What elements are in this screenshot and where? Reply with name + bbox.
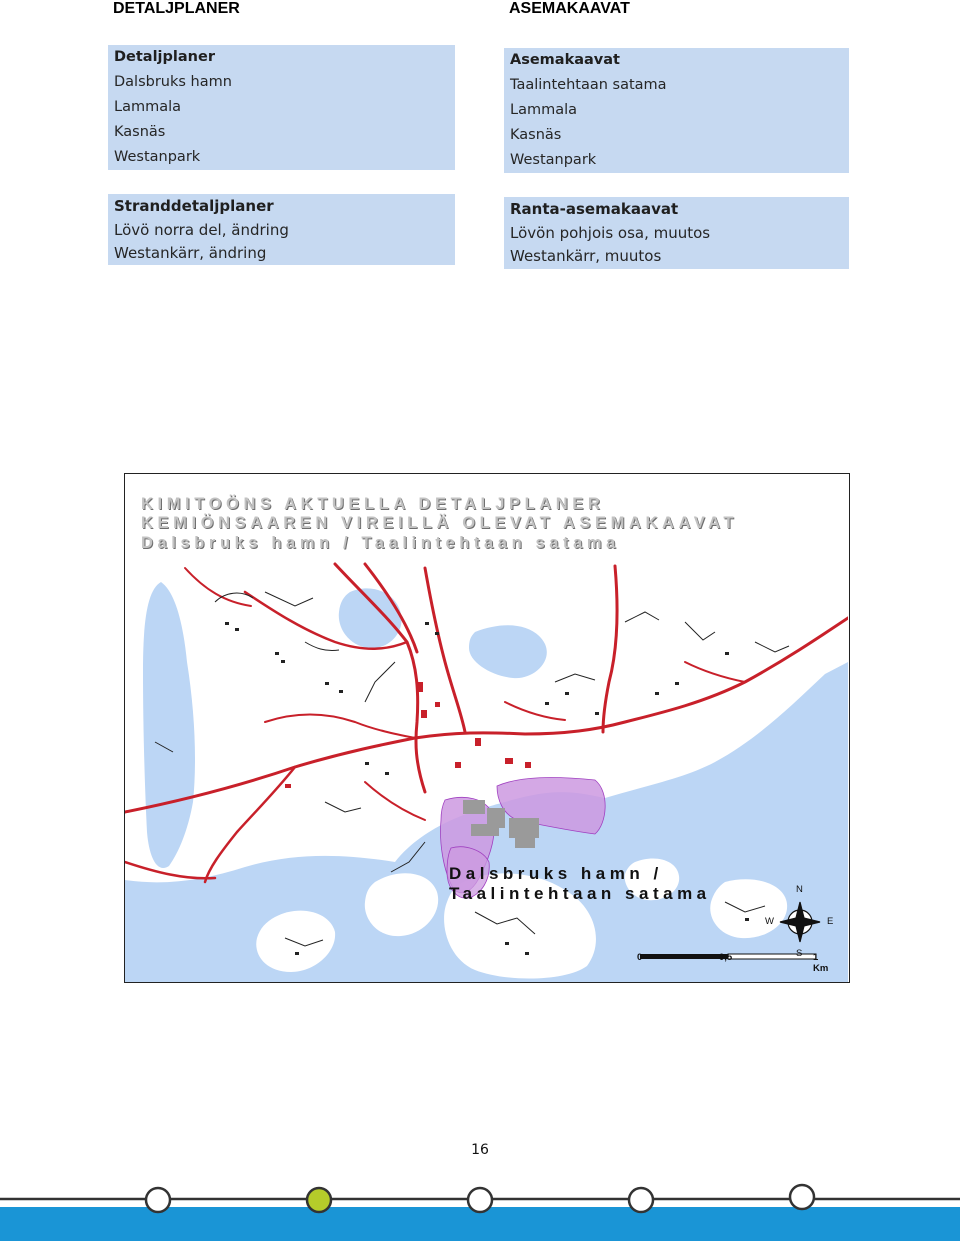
scale-zero-label: 0 bbox=[637, 952, 643, 963]
ranta-asemakaavat-title: Ranta-asemakaavat bbox=[510, 200, 679, 218]
list-item: Lammala bbox=[114, 99, 182, 115]
list-item: Lövön pohjois osa, muutos bbox=[510, 223, 711, 242]
scale-unit-label: Km bbox=[813, 963, 829, 974]
scale-bar-dark bbox=[640, 954, 728, 959]
list-item: Lammala bbox=[510, 102, 578, 118]
heading-detaljplaner: DETALJPLANER bbox=[113, 0, 240, 17]
footer-dot bbox=[468, 1188, 492, 1212]
list-item: Kasnäs bbox=[114, 124, 166, 140]
footer-dot bbox=[629, 1188, 653, 1212]
map-title-finnish: KEMIÖNSAAREN VIREILLÄ OLEVAT ASEMAKAAVAT bbox=[141, 514, 739, 532]
asemakaavat-title: Asemakaavat bbox=[510, 52, 620, 68]
compass-south-label: S bbox=[796, 948, 803, 959]
stranddetaljplaner-title: Stranddetaljplaner bbox=[114, 197, 274, 215]
map-title-swedish: KIMITOÖNS AKTUELLA DETALJPLANER bbox=[141, 495, 605, 513]
list-item: Westankärr, ändring bbox=[114, 244, 267, 262]
area-label-line-2: Taalintehtaan satama bbox=[449, 884, 711, 903]
detaljplaner-box bbox=[108, 45, 455, 170]
plan-map bbox=[124, 473, 850, 983]
compass-north-label: N bbox=[796, 884, 803, 895]
scale-one-label: 1 bbox=[813, 952, 819, 963]
area-label-line-1: Dalsbruks hamn / bbox=[449, 864, 663, 883]
list-item: Westanpark bbox=[114, 149, 201, 165]
footer-dot-active bbox=[307, 1188, 331, 1212]
list-item: Lövö norra del, ändring bbox=[114, 220, 289, 239]
industrial-block bbox=[463, 800, 485, 814]
detaljplaner-title: Detaljplaner bbox=[114, 49, 215, 65]
page-number: 16 bbox=[471, 1142, 489, 1158]
map-title-place: Dalsbruks hamn / Taalintehtaan satama bbox=[141, 534, 620, 552]
map-drawing bbox=[125, 562, 848, 982]
industrial-block bbox=[515, 838, 535, 848]
footer-dot bbox=[146, 1188, 170, 1212]
list-item: Taalintehtaan satama bbox=[510, 77, 667, 93]
list-item: Kasnäs bbox=[510, 127, 562, 143]
footer-dot bbox=[790, 1185, 814, 1209]
industrial-block bbox=[471, 824, 499, 836]
heading-asemakaavat: ASEMAKAAVAT bbox=[509, 0, 630, 17]
asemakaavat-box bbox=[504, 48, 849, 173]
list-item: Westanpark bbox=[510, 152, 597, 168]
industrial-block bbox=[509, 818, 539, 838]
list-item: Westankärr, muutos bbox=[510, 247, 662, 265]
scale-bar-light bbox=[728, 954, 816, 959]
compass-east-label: E bbox=[827, 916, 834, 927]
footer-decoration bbox=[0, 1183, 960, 1241]
scale-half-label: 0,5 bbox=[719, 952, 733, 963]
ranta-asemakaavat-box bbox=[504, 197, 849, 269]
stranddetaljplaner-box bbox=[108, 194, 455, 265]
list-item: Dalsbruks hamn bbox=[114, 74, 232, 90]
compass-west-label: W bbox=[765, 916, 774, 927]
